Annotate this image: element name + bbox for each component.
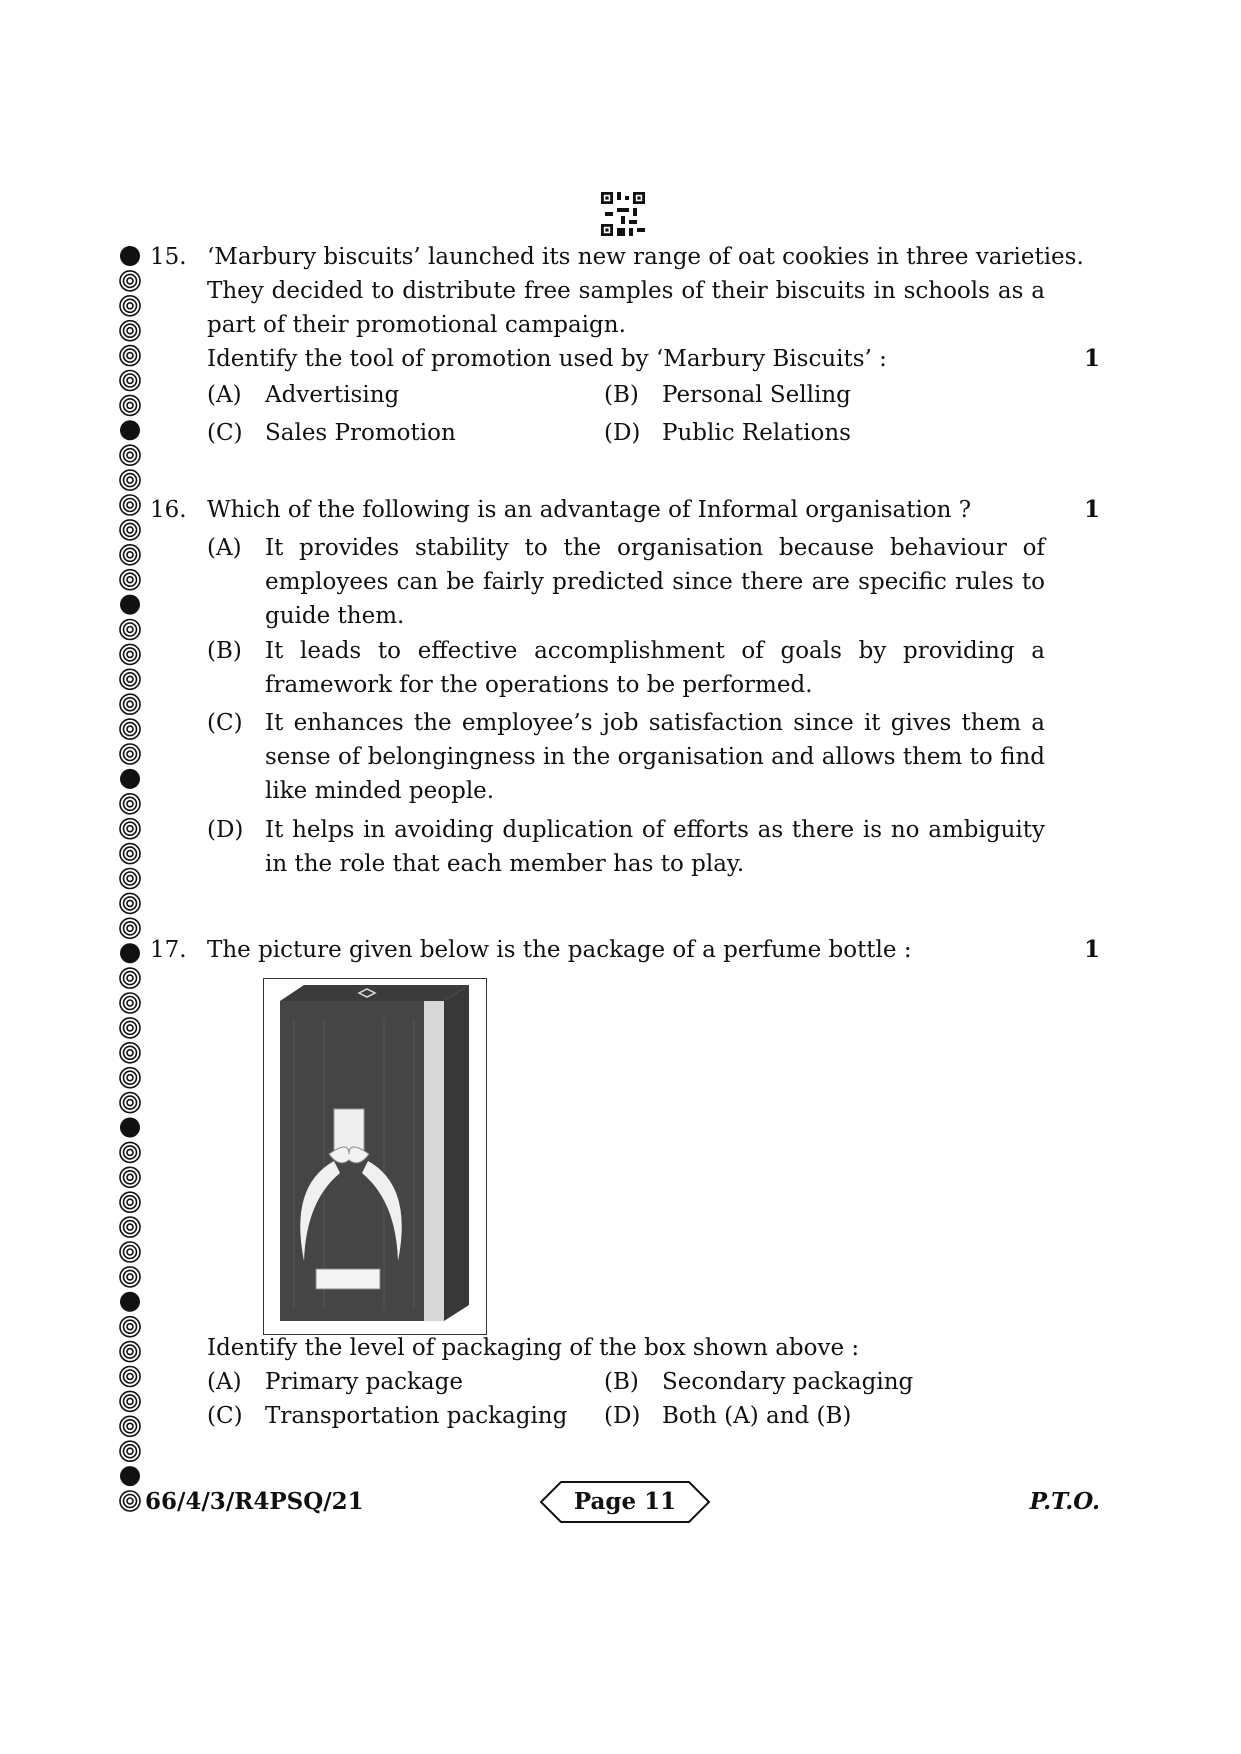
margin-circle-ring — [127, 1448, 133, 1454]
margin-circle-ring — [127, 925, 133, 931]
option-label: (A) — [207, 382, 242, 408]
question-line: ‘Marbury biscuits’ launched its new range of oat cookies in three varieties. — [207, 244, 1084, 270]
option-text: Advertising — [265, 382, 400, 408]
margin-circle-filled — [120, 943, 140, 963]
option-label: (D) — [604, 1403, 641, 1429]
option-label: (C) — [207, 710, 243, 736]
page-footer — [145, 1480, 1100, 1524]
margin-circle-ring — [124, 399, 137, 412]
pto-label: P.T.O. — [1029, 1488, 1100, 1515]
margin-circle-ring — [124, 499, 137, 512]
margin-circle-ring — [127, 477, 133, 483]
perfume-box-image — [263, 978, 487, 1335]
margin-circle-ring — [124, 449, 137, 462]
question-text — [207, 240, 1084, 342]
margin-circle-ring — [124, 748, 137, 761]
margin-circle-ring — [124, 997, 137, 1010]
margin-circle-ring — [127, 1050, 133, 1056]
option-label: (C) — [207, 420, 243, 446]
option-label: (D) — [207, 817, 244, 843]
margin-circle-ring — [124, 1171, 137, 1184]
paper-code: 66/4/3/R4PSQ/21 — [145, 1488, 364, 1515]
margin-circle-ring — [124, 1270, 137, 1283]
margin-circle-ring — [127, 651, 133, 657]
margin-circle-ring — [127, 826, 133, 832]
margin-circle-ring — [124, 548, 137, 561]
margin-circle-ring — [124, 573, 137, 586]
margin-circle-ring — [124, 673, 137, 686]
margin-circle-ring — [127, 577, 133, 583]
option-text: Both (A) and (B) — [662, 1403, 852, 1429]
margin-circle-ring — [124, 1246, 137, 1259]
margin-circle-ring — [127, 876, 133, 882]
margin-circle-filled — [120, 1118, 140, 1138]
margin-circle-ring — [124, 1146, 137, 1159]
margin-circle-ring — [127, 452, 133, 458]
margin-circle-ring — [127, 278, 133, 284]
qr-code — [601, 192, 645, 236]
margin-circle-ring — [124, 1196, 137, 1209]
margin-circle-ring — [127, 975, 133, 981]
option-text: It provides stability to the organisation because behaviour of employees can be fairly predicted since there are specific rules to guide them. — [265, 535, 1045, 629]
question-prompt: The picture given below is the package of a perfume bottle : — [207, 937, 912, 963]
option-text: Personal Selling — [662, 382, 851, 408]
margin-circle-ring — [127, 552, 133, 558]
margin-circle-ring — [124, 1021, 137, 1034]
margin-circle-ring — [127, 1324, 133, 1330]
option-label: (A) — [207, 535, 242, 561]
margin-circle-ring — [127, 627, 133, 633]
margin-circle-ring — [127, 402, 133, 408]
margin-circle-ring — [127, 1274, 133, 1280]
option-text: It leads to effective accomplishment of goals by providing a framework for the operations to be performed. — [265, 638, 1045, 698]
question-prompt: Which of the following is an advantage of Informal organisation ? — [207, 497, 972, 523]
margin-circle-ring — [127, 1100, 133, 1106]
margin-circle-ring — [127, 1498, 133, 1504]
marks: 1 — [1083, 345, 1100, 372]
margin-circle-filled — [120, 595, 140, 615]
perfume-box-illustration — [264, 979, 486, 1334]
margin-circle-ring — [124, 1320, 137, 1333]
margin-circle-ring — [127, 726, 133, 732]
margin-circle-ring — [124, 1420, 137, 1433]
margin-circle-ring — [127, 1025, 133, 1031]
margin-circle-ring — [127, 900, 133, 906]
page-number: Page 11 — [573, 1488, 677, 1515]
margin-circle-ring — [124, 1221, 137, 1234]
marks: 1 — [1083, 496, 1100, 523]
margin-circle-ring — [124, 648, 137, 661]
margin-circle-ring — [127, 1423, 133, 1429]
option-text: Secondary packaging — [662, 1369, 914, 1395]
margin-circle-ring — [127, 1075, 133, 1081]
question-line: part of their promotional campaign. — [207, 312, 626, 338]
margin-circle-filled — [120, 769, 140, 789]
option-text: Primary package — [265, 1369, 463, 1395]
margin-circle-ring — [124, 349, 137, 362]
option-text: Public Relations — [662, 420, 851, 446]
margin-circle-ring — [127, 801, 133, 807]
question-followup: Identify the level of packaging of the box shown above : — [207, 1335, 860, 1361]
option-text: It helps in avoiding duplication of efforts as there is no ambiguity in the role that each member has to play. — [265, 817, 1045, 877]
margin-circle-ring — [127, 751, 133, 757]
margin-circle-ring — [124, 972, 137, 985]
margin-circle-ring — [124, 1046, 137, 1059]
margin-circle-ring — [124, 922, 137, 935]
margin-circle-ring — [127, 676, 133, 682]
page-number-badge — [539, 1480, 711, 1524]
margin-circle-ring — [124, 523, 137, 536]
margin-circle-ring — [127, 701, 133, 707]
margin-circle-ring — [127, 353, 133, 359]
margin-circle-ring — [124, 1370, 137, 1383]
margin-circle-ring — [127, 527, 133, 533]
option-label: (B) — [604, 1369, 639, 1395]
question-number: 15. — [150, 244, 187, 270]
margin-circle-ring — [127, 1374, 133, 1380]
margin-circle-ring — [127, 1199, 133, 1205]
margin-circle-ring — [124, 324, 137, 337]
margin-circle-ring — [124, 897, 137, 910]
margin-circle-ring — [127, 1249, 133, 1255]
margin-circle-ring — [124, 847, 137, 860]
margin-circle-ring — [127, 1149, 133, 1155]
margin-circle-filled — [120, 420, 140, 440]
margin-circle-ring — [124, 374, 137, 387]
option-label: (B) — [604, 382, 639, 408]
option-text: It enhances the employee’s job satisfaction since it gives them a sense of belongingness in the organisation and allows them to find like minded people. — [265, 710, 1045, 804]
option-label: (D) — [604, 420, 641, 446]
option-label: (C) — [207, 1403, 243, 1429]
question-number: 16. — [150, 497, 187, 523]
margin-circle-ring — [124, 1096, 137, 1109]
margin-circle-ring — [124, 723, 137, 736]
margin-circle-ring — [127, 1000, 133, 1006]
option-text: Sales Promotion — [265, 420, 456, 446]
margin-circle-filled — [120, 1466, 140, 1486]
margin-circle-ring — [127, 851, 133, 857]
margin-circle-ring — [124, 299, 137, 312]
margin-circle-ring — [127, 303, 133, 309]
margin-circle-ring — [124, 623, 137, 636]
margin-circle-ring — [124, 822, 137, 835]
option-text: Transportation packaging — [265, 1403, 568, 1429]
margin-circle-ring — [124, 872, 137, 885]
margin-circle-ring — [127, 1224, 133, 1230]
margin-circle-ring — [124, 274, 137, 287]
margin-circle-ring — [124, 1445, 137, 1458]
question-number: 17. — [150, 937, 187, 963]
margin-circle-ring — [124, 1071, 137, 1084]
marks: 1 — [1083, 936, 1100, 963]
margin-circle-ring — [124, 698, 137, 711]
margin-circle-ring — [127, 328, 133, 334]
margin-circle-ring — [127, 378, 133, 384]
margin-circle-ring — [124, 1345, 137, 1358]
margin-circle-filled — [120, 246, 140, 266]
margin-circle-filled — [120, 1292, 140, 1312]
margin-circle-ring — [124, 474, 137, 487]
margin-circle-ring — [127, 1349, 133, 1355]
option-label: (A) — [207, 1369, 242, 1395]
margin-circle-ring — [127, 1398, 133, 1404]
question-prompt: Identify the tool of promotion used by ‘Marbury Biscuits’ : — [207, 346, 887, 372]
margin-circle-ring — [127, 502, 133, 508]
margin-circle-ring — [124, 797, 137, 810]
option-label: (B) — [207, 638, 242, 664]
margin-circle-ring — [124, 1395, 137, 1408]
margin-circle-ring — [127, 1174, 133, 1180]
question-line: They decided to distribute free samples of their biscuits in schools as a — [207, 278, 1045, 304]
margin-circle-ring — [124, 1495, 137, 1508]
margin-circle-strip — [117, 244, 143, 1514]
